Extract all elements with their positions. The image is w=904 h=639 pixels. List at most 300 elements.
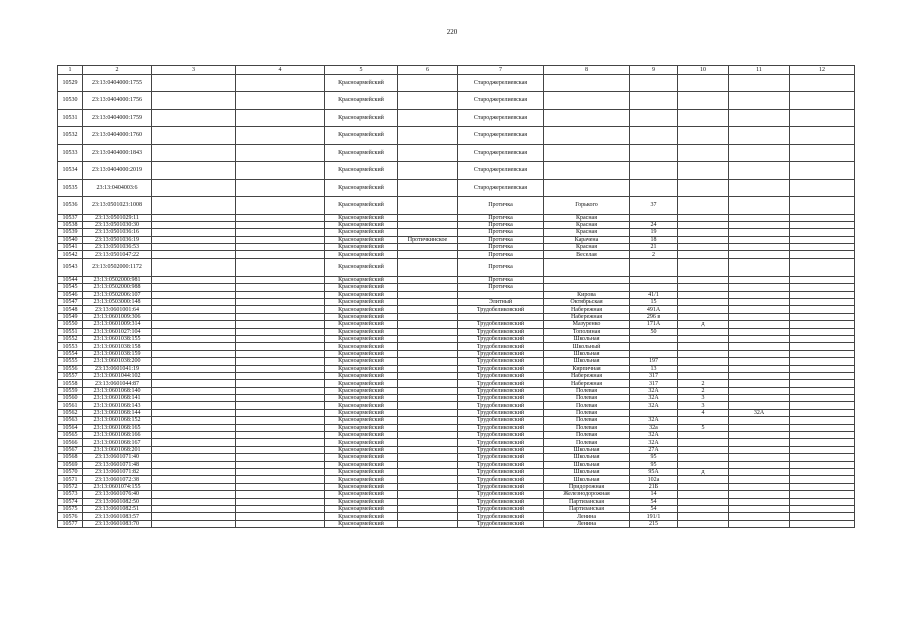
table-cell-col-11: [729, 258, 790, 276]
table-row: [58, 144, 855, 162]
table-cell-col-10: 3: [678, 402, 729, 409]
table-cell-col-2: 23:13:0601009:314: [83, 321, 152, 328]
table-cell-col-12: [790, 284, 855, 291]
table-cell-col-11: [729, 380, 790, 387]
table-cell-col-1: 10539: [58, 229, 83, 236]
table-cell-col-2: 23:13:0601068:152: [83, 417, 152, 424]
table-cell-col-1: 10550: [58, 321, 83, 328]
table-cell-col-3: [152, 179, 236, 197]
table-cell-col-1: 10551: [58, 328, 83, 335]
table-cell-col-9: [630, 109, 678, 127]
table-cell-col-7: Элитный: [458, 299, 544, 306]
table-cell-col-4: [236, 343, 325, 350]
table-cell-col-9: 21: [630, 244, 678, 251]
table-cell-col-1: 10534: [58, 162, 83, 180]
table-cell-col-1: 10529: [58, 74, 83, 92]
table-cell-col-11: [729, 229, 790, 236]
table-cell-col-7: Трудобеликовский: [458, 335, 544, 342]
table-cell-col-8: Кирпичная: [544, 365, 630, 372]
table-cell-col-6: [398, 335, 458, 342]
table-cell-col-5: Красноармейский: [325, 162, 398, 180]
table-cell-col-11: [729, 350, 790, 357]
table-cell-col-8: Школьная: [544, 350, 630, 357]
table-cell-col-12: [790, 179, 855, 197]
table-cell-col-3: [152, 92, 236, 110]
table-cell-col-9: 19: [630, 229, 678, 236]
table-cell-col-10: [678, 350, 729, 357]
table-cell-col-9: 15: [630, 299, 678, 306]
table-cell-col-2: 23:13:0601071:82: [83, 469, 152, 476]
table-cell-col-8: [544, 109, 630, 127]
table-cell-col-6: [398, 483, 458, 490]
table-cell-col-2: 23:13:0601068:166: [83, 432, 152, 439]
table-cell-col-8: Красная: [544, 229, 630, 236]
table-cell-col-10: [678, 144, 729, 162]
table-cell-col-5: Красноармейский: [325, 244, 398, 251]
table-cell-col-1: 10561: [58, 402, 83, 409]
table-row: [58, 505, 855, 512]
table-cell-col-6: [398, 387, 458, 394]
table-row: [58, 127, 855, 145]
column-header-7: 7: [458, 66, 544, 75]
table-cell-col-9: [630, 343, 678, 350]
table-row: [58, 483, 855, 490]
table-row: [58, 92, 855, 110]
table-cell-col-2: 23:13:0601009:306: [83, 313, 152, 320]
table-cell-col-4: [236, 424, 325, 431]
table-cell-col-5: Красноармейский: [325, 432, 398, 439]
table-cell-col-6: [398, 417, 458, 424]
table-cell-col-5: Красноармейский: [325, 424, 398, 431]
table-cell-col-2: 23:13:0601027:104: [83, 328, 152, 335]
table-row: [58, 299, 855, 306]
table-cell-col-2: 23:13:0502000:988: [83, 284, 152, 291]
table-cell-col-12: [790, 244, 855, 251]
table-cell-col-4: [236, 144, 325, 162]
table-cell-col-6: [398, 520, 458, 527]
table-cell-col-3: [152, 439, 236, 446]
table-cell-col-1: 10557: [58, 372, 83, 379]
table-cell-col-9: [630, 258, 678, 276]
table-row: [58, 236, 855, 243]
table-cell-col-10: 3: [678, 395, 729, 402]
table-cell-col-5: Красноармейский: [325, 197, 398, 215]
table-cell-col-1: 10574: [58, 498, 83, 505]
table-row: [58, 244, 855, 251]
table-cell-col-6: [398, 343, 458, 350]
table-cell-col-11: [729, 387, 790, 394]
table-cell-col-7: Трудобеликовский: [458, 417, 544, 424]
table-cell-col-12: [790, 439, 855, 446]
table-cell-col-2: 23:13:0601082:51: [83, 505, 152, 512]
table-cell-col-7: Трудобеликовский: [458, 454, 544, 461]
table-cell-col-10: [678, 505, 729, 512]
table-cell-col-10: [678, 214, 729, 221]
table-cell-col-4: [236, 313, 325, 320]
table-cell-col-1: 10567: [58, 446, 83, 453]
table-cell-col-11: [729, 402, 790, 409]
table-cell-col-7: Трудобеликовский: [458, 321, 544, 328]
table-cell-col-12: [790, 127, 855, 145]
table-cell-col-7: Трудобеликовский: [458, 350, 544, 357]
table-cell-col-5: Красноармейский: [325, 251, 398, 258]
table-row: [58, 328, 855, 335]
table-cell-col-3: [152, 424, 236, 431]
table-cell-col-2: 23:13:0501029:11: [83, 214, 152, 221]
table-cell-col-1: 10554: [58, 350, 83, 357]
table-cell-col-4: [236, 432, 325, 439]
table-cell-col-5: Красноармейский: [325, 276, 398, 283]
table-cell-col-1: 10568: [58, 454, 83, 461]
table-cell-col-11: [729, 483, 790, 490]
table-row: [58, 251, 855, 258]
table-cell-col-6: [398, 513, 458, 520]
table-cell-col-9: 32А: [630, 432, 678, 439]
table-cell-col-1: 10566: [58, 439, 83, 446]
table-cell-col-8: Набережная: [544, 306, 630, 313]
table-cell-col-10: [678, 439, 729, 446]
table-cell-col-4: [236, 321, 325, 328]
table-cell-col-1: 10536: [58, 197, 83, 215]
table-row: [58, 306, 855, 313]
table-cell-col-7: Протичка: [458, 276, 544, 283]
table-cell-col-6: [398, 439, 458, 446]
table-cell-col-12: [790, 306, 855, 313]
table-cell-col-8: Тополиная: [544, 328, 630, 335]
table-cell-col-12: [790, 229, 855, 236]
table-cell-col-2: 23:13:0601068:201: [83, 446, 152, 453]
table-cell-col-3: [152, 328, 236, 335]
table-cell-col-6: [398, 328, 458, 335]
table-cell-col-7: Протичка: [458, 284, 544, 291]
table-cell-col-4: [236, 127, 325, 145]
table-cell-col-9: [630, 162, 678, 180]
table-row: [58, 439, 855, 446]
table-cell-col-9: [630, 276, 678, 283]
table-row: [58, 162, 855, 180]
table-cell-col-12: [790, 276, 855, 283]
table-cell-col-10: [678, 258, 729, 276]
table-cell-col-8: Набережная: [544, 372, 630, 379]
table-row: [58, 197, 855, 215]
table-cell-col-3: [152, 306, 236, 313]
table-row: [58, 513, 855, 520]
table-cell-col-2: 23:13:0404000:1760: [83, 127, 152, 145]
table-cell-col-1: 10571: [58, 476, 83, 483]
table-cell-col-2: 23:13:0404000:2019: [83, 162, 152, 180]
table-cell-col-5: Красноармейский: [325, 109, 398, 127]
table-row: [58, 424, 855, 431]
table-row: [58, 350, 855, 357]
table-cell-col-2: 23:13:0601068:144: [83, 409, 152, 416]
table-cell-col-3: [152, 505, 236, 512]
table-cell-col-5: Красноармейский: [325, 328, 398, 335]
table-cell-col-5: Красноармейский: [325, 299, 398, 306]
table-cell-col-10: [678, 313, 729, 320]
table-cell-col-12: [790, 417, 855, 424]
table-cell-col-5: Красноармейский: [325, 358, 398, 365]
table-cell-col-7: Староджерелиевская: [458, 179, 544, 197]
table-cell-col-12: [790, 291, 855, 298]
table-cell-col-11: [729, 236, 790, 243]
table-cell-col-11: [729, 321, 790, 328]
table-cell-col-8: [544, 92, 630, 110]
table-cell-col-10: [678, 446, 729, 453]
table-cell-col-1: 10545: [58, 284, 83, 291]
table-cell-col-6: [398, 284, 458, 291]
table-cell-col-10: [678, 358, 729, 365]
table-cell-col-11: [729, 520, 790, 527]
table-cell-col-8: [544, 144, 630, 162]
table-cell-col-11: [729, 291, 790, 298]
table-cell-col-9: 27А: [630, 446, 678, 453]
table-cell-col-10: [678, 179, 729, 197]
table-cell-col-12: [790, 365, 855, 372]
table-cell-col-4: [236, 251, 325, 258]
table-cell-col-1: 10560: [58, 395, 83, 402]
table-cell-col-11: [729, 446, 790, 453]
table-cell-col-10: [678, 513, 729, 520]
table-cell-col-4: [236, 306, 325, 313]
table-row: [58, 372, 855, 379]
table-cell-col-7: Староджерелиевская: [458, 92, 544, 110]
table-cell-col-7: Протичка: [458, 221, 544, 228]
table-cell-col-12: [790, 395, 855, 402]
table-cell-col-1: 10570: [58, 469, 83, 476]
table-cell-col-6: [398, 109, 458, 127]
table-cell-col-6: [398, 229, 458, 236]
table-cell-col-5: Красноармейский: [325, 179, 398, 197]
column-header-10: 10: [678, 66, 729, 75]
table-cell-col-2: 23:13:0601041:19: [83, 365, 152, 372]
table-cell-col-7: Протичка: [458, 236, 544, 243]
table-cell-col-2: 23:13:0502000:1172: [83, 258, 152, 276]
table-cell-col-2: 23:13:0404000:1756: [83, 92, 152, 110]
table-cell-col-3: [152, 372, 236, 379]
table-cell-col-11: [729, 513, 790, 520]
table-cell-col-6: [398, 476, 458, 483]
table-cell-col-11: [729, 505, 790, 512]
table-cell-col-1: 10576: [58, 513, 83, 520]
table-cell-col-7: Трудобеликовский: [458, 358, 544, 365]
table-cell-col-11: [729, 109, 790, 127]
table-cell-col-2: 23:13:0601076:40: [83, 491, 152, 498]
table-cell-col-9: 491А: [630, 306, 678, 313]
table-cell-col-4: [236, 395, 325, 402]
table-cell-col-6: [398, 179, 458, 197]
table-cell-col-1: 10544: [58, 276, 83, 283]
table-cell-col-4: [236, 328, 325, 335]
table-cell-col-11: [729, 92, 790, 110]
table-cell-col-2: 23:13:0601071:40: [83, 454, 152, 461]
table-cell-col-12: [790, 144, 855, 162]
table-cell-col-9: 54: [630, 498, 678, 505]
table-cell-col-4: [236, 483, 325, 490]
table-cell-col-7: Трудобеликовский: [458, 387, 544, 394]
table-cell-col-6: [398, 162, 458, 180]
table-cell-col-4: [236, 417, 325, 424]
table-cell-col-6: [398, 127, 458, 145]
table-cell-col-12: [790, 483, 855, 490]
table-cell-col-7: Трудобеликовский: [458, 365, 544, 372]
table-cell-col-4: [236, 439, 325, 446]
table-cell-col-10: [678, 365, 729, 372]
table-cell-col-8: Школьная: [544, 335, 630, 342]
table-cell-col-7: Староджерелиевская: [458, 74, 544, 92]
table-cell-col-7: Протичка: [458, 244, 544, 251]
table-cell-col-4: [236, 380, 325, 387]
table-cell-col-12: [790, 343, 855, 350]
table-cell-col-11: [729, 476, 790, 483]
table-cell-col-10: 4: [678, 409, 729, 416]
table-cell-col-8: Школьная: [544, 358, 630, 365]
table-row: [58, 387, 855, 394]
table-row: [58, 365, 855, 372]
table-cell-col-7: Трудобеликовский: [458, 513, 544, 520]
table-cell-col-5: Красноармейский: [325, 395, 398, 402]
table-cell-col-5: Красноармейский: [325, 439, 398, 446]
table-cell-col-9: 32А: [630, 395, 678, 402]
table-cell-col-9: [630, 214, 678, 221]
table-cell-col-6: [398, 424, 458, 431]
table-row: [58, 469, 855, 476]
table-row: [58, 343, 855, 350]
table-cell-col-4: [236, 109, 325, 127]
table-cell-col-11: 32А: [729, 409, 790, 416]
table-cell-col-11: [729, 424, 790, 431]
table-cell-col-7: [458, 291, 544, 298]
table-cell-col-5: Красноармейский: [325, 476, 398, 483]
table-cell-col-11: [729, 372, 790, 379]
table-cell-col-3: [152, 197, 236, 215]
table-cell-col-9: 317: [630, 372, 678, 379]
table-cell-col-11: [729, 276, 790, 283]
table-cell-col-10: [678, 498, 729, 505]
table-cell-col-8: Горького: [544, 197, 630, 215]
table-cell-col-8: Кирова: [544, 291, 630, 298]
table-cell-col-7: Протичка: [458, 229, 544, 236]
table-cell-col-1: 10542: [58, 251, 83, 258]
table-cell-col-2: 23:13:0501047:22: [83, 251, 152, 258]
table-cell-col-4: [236, 276, 325, 283]
table-cell-col-5: Красноармейский: [325, 365, 398, 372]
table-cell-col-1: 10541: [58, 244, 83, 251]
table-cell-col-1: 10543: [58, 258, 83, 276]
table-cell-col-6: [398, 432, 458, 439]
table-cell-col-11: [729, 461, 790, 468]
table-cell-col-1: 10558: [58, 380, 83, 387]
table-cell-col-4: [236, 387, 325, 394]
table-row: [58, 276, 855, 283]
table-cell-col-2: 23:13:0601001:64: [83, 306, 152, 313]
table-cell-col-3: [152, 358, 236, 365]
table-cell-col-7: Трудобеликовский: [458, 409, 544, 416]
table-cell-col-4: [236, 236, 325, 243]
table-cell-col-1: 10546: [58, 291, 83, 298]
table-row: [58, 291, 855, 298]
table-cell-col-3: [152, 321, 236, 328]
table-cell-col-5: Красноармейский: [325, 321, 398, 328]
table-cell-col-3: [152, 244, 236, 251]
table-cell-col-4: [236, 197, 325, 215]
table-cell-col-9: 95: [630, 454, 678, 461]
table-cell-col-11: [729, 358, 790, 365]
table-cell-col-1: 10535: [58, 179, 83, 197]
table-cell-col-2: 23:13:0601068:165: [83, 424, 152, 431]
table-cell-col-7: Протичка: [458, 197, 544, 215]
table-cell-col-2: 23:13:0501036:53: [83, 244, 152, 251]
table-cell-col-4: [236, 162, 325, 180]
table-cell-col-8: Веселая: [544, 251, 630, 258]
table-cell-col-3: [152, 291, 236, 298]
table-cell-col-5: Красноармейский: [325, 74, 398, 92]
table-cell-col-11: [729, 335, 790, 342]
table-cell-col-9: [630, 74, 678, 92]
table-cell-col-2: 23:13:0601044:102: [83, 372, 152, 379]
table-cell-col-5: Красноармейский: [325, 409, 398, 416]
table-cell-col-6: [398, 350, 458, 357]
table-cell-col-8: Полевая: [544, 417, 630, 424]
table-cell-col-10: [678, 328, 729, 335]
table-cell-col-5: Красноармейский: [325, 284, 398, 291]
table-cell-col-3: [152, 162, 236, 180]
table-cell-col-5: Красноармейский: [325, 387, 398, 394]
table-cell-col-1: 10556: [58, 365, 83, 372]
table-cell-col-10: [678, 299, 729, 306]
table-cell-col-8: Школьная: [544, 476, 630, 483]
table-cell-col-5: Красноармейский: [325, 335, 398, 342]
table-cell-col-8: Школьный: [544, 343, 630, 350]
table-cell-col-5: Красноармейский: [325, 258, 398, 276]
table-cell-col-7: Трудобеликовский: [458, 498, 544, 505]
table-cell-col-1: 10564: [58, 424, 83, 431]
table-cell-col-9: 32А: [630, 417, 678, 424]
table-cell-col-9: 215: [630, 520, 678, 527]
table-cell-col-9: 197: [630, 358, 678, 365]
table-cell-col-7: Трудобеликовский: [458, 469, 544, 476]
table-cell-col-12: [790, 236, 855, 243]
table-cell-col-6: [398, 214, 458, 221]
table-cell-col-11: [729, 74, 790, 92]
table-cell-col-3: [152, 476, 236, 483]
table-cell-col-2: 23:13:0502006:107: [83, 291, 152, 298]
table-cell-col-11: [729, 197, 790, 215]
table-cell-col-12: [790, 469, 855, 476]
table-cell-col-12: [790, 372, 855, 379]
table-cell-col-1: 10573: [58, 491, 83, 498]
table-cell-col-12: [790, 520, 855, 527]
table-cell-col-4: [236, 258, 325, 276]
table-cell-col-11: [729, 432, 790, 439]
table-cell-col-9: 317: [630, 380, 678, 387]
table-cell-col-7: [458, 313, 544, 320]
column-header-5: 5: [325, 66, 398, 75]
table-cell-col-7: Трудобеликовский: [458, 343, 544, 350]
table-cell-col-3: [152, 513, 236, 520]
table-cell-col-6: [398, 461, 458, 468]
table-cell-col-1: 10530: [58, 92, 83, 110]
table-cell-col-2: 23:13:0501023:1008: [83, 197, 152, 215]
table-cell-col-1: 10559: [58, 387, 83, 394]
table-cell-col-7: Трудобеликовский: [458, 380, 544, 387]
table-cell-col-7: Трудобеликовский: [458, 439, 544, 446]
table-body: [58, 74, 855, 528]
table-cell-col-2: 23:13:0501036:16: [83, 229, 152, 236]
table-cell-col-10: [678, 251, 729, 258]
table-cell-col-10: [678, 343, 729, 350]
table-cell-col-1: 10547: [58, 299, 83, 306]
table-cell-col-5: Красноармейский: [325, 372, 398, 379]
